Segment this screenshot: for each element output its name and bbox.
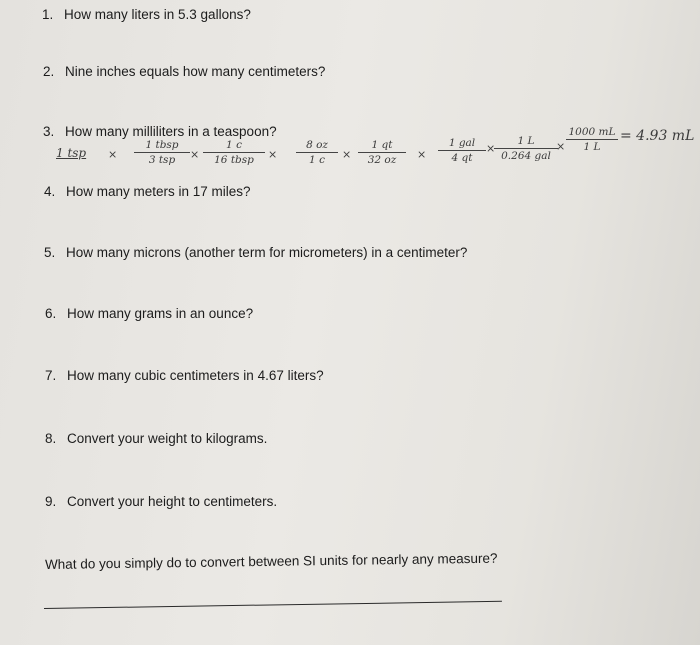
handwritten-times: × [268, 148, 278, 161]
question-4 [44, 184, 251, 199]
fraction-denominator: 1 L [583, 141, 601, 153]
question-number: 5. [44, 245, 56, 260]
handwritten-fraction [566, 126, 618, 153]
question-5 [44, 245, 467, 260]
handwritten-fraction [358, 139, 406, 166]
answer-line [44, 601, 502, 609]
fraction-numerator: 1000 mL [568, 126, 616, 138]
fraction-denominator: 3 tsp [148, 154, 176, 166]
fraction-denominator: 32 oz [367, 154, 397, 166]
handwritten-times: × [486, 142, 496, 155]
handwritten-times: × [342, 148, 352, 161]
question-number: 8. [45, 431, 57, 446]
question-number: 6. [45, 306, 57, 321]
handwritten-times: × [556, 140, 566, 153]
handwritten-times: × [108, 148, 118, 161]
handwritten-fraction [494, 135, 558, 162]
question-number: 2. [43, 64, 55, 79]
question-text: Convert your height to centimeters. [67, 494, 278, 509]
handwritten-times: × [190, 148, 200, 161]
question-number: 9. [45, 494, 57, 509]
question-3 [43, 124, 277, 139]
fraction-denominator: 0.264 gal [501, 150, 551, 162]
question-text: How many grams in an ounce? [67, 306, 254, 321]
fraction-numerator: 1 c [226, 139, 242, 151]
handwritten-result: = 4.93 mL [620, 128, 695, 144]
handwritten-fraction [438, 137, 486, 164]
fraction-denominator: 1 c [309, 154, 325, 166]
fraction-numerator: 1 qt [371, 139, 393, 151]
fraction-numerator: 1 tbsp [145, 139, 179, 151]
final-question: What do you simply do to convert between SI units for nearly any measure? [44, 550, 498, 572]
question-text: Nine inches equals how many centimeters? [65, 64, 326, 79]
question-number: 7. [45, 368, 57, 383]
question-text: Convert your weight to kilograms. [67, 431, 268, 446]
question-text: How many microns (another term for micrometers) in a centimeter? [66, 245, 468, 260]
question-2 [43, 64, 325, 79]
question-text: How many liters in 5.3 gallons? [64, 7, 251, 22]
handwritten-start: 1 tsp [56, 146, 87, 160]
question-1 [42, 7, 251, 22]
fraction-numerator: 1 gal [448, 137, 476, 149]
handwritten-fraction [296, 139, 338, 166]
question-number: 1. [42, 7, 54, 22]
fraction-numerator: 8 oz [306, 139, 328, 151]
fraction-numerator: 1 L [517, 135, 535, 147]
handwritten-fraction [203, 139, 265, 166]
question-number: 4. [44, 184, 56, 199]
question-7 [45, 368, 324, 383]
handwritten-times: × [417, 148, 427, 161]
question-6 [45, 306, 253, 321]
question-text: How many milliliters in a teaspoon? [65, 124, 277, 139]
question-number: 3. [43, 124, 55, 139]
fraction-denominator: 16 tbsp [214, 154, 254, 166]
handwritten-fraction [134, 139, 190, 166]
question-9 [45, 494, 277, 509]
question-8 [45, 431, 267, 446]
fraction-denominator: 4 qt [451, 152, 473, 164]
question-text: How many cubic centimeters in 4.67 liters? [67, 368, 324, 383]
question-text: How many meters in 17 miles? [66, 184, 251, 199]
